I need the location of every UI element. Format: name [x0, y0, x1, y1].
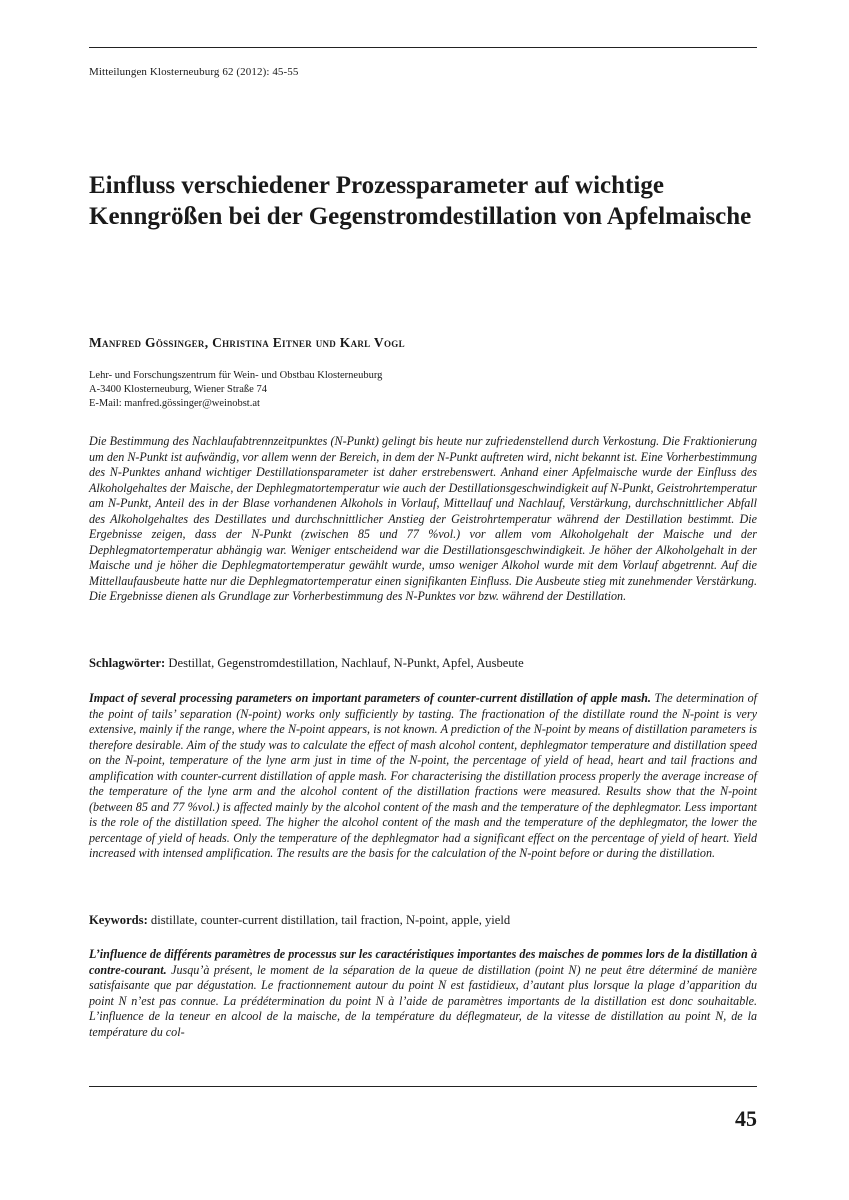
- footer-rule: [89, 1086, 757, 1087]
- abstract-german: [89, 434, 757, 605]
- article-title: Einfluss verschiedener Prozessparameter auf wichtige Kenngrößen bei der Gegenstromdestillation von Apfelmaische: [89, 172, 752, 230]
- abstract-german-text: Die Bestimmung des Nachlaufabtrennzeitpunktes (N-Punkt) gelingt bis heute nur zufriedenstellend durch Verkostung. Die Fraktionierung um den N-Punkt ist aufwändig, vor allem wenn der Bereich, in dem der N-Punkt auftreten wird, nicht bekannt ist. Eine Vorherbestimmung des N-Punktes anhand wichtiger Destillationsparameter ist daher erstrebenswert. Anhand einer Apfelmaische wurde der Einfluss des Alkoholgehaltes der Maische, der Dephlegmatortemperatur wie auch der Destillationsgeschwindigkeit auf N-Punkt, Geistrohrtemperatur am N-Punkt, Anteil des in der Blase vorhandenen Alkohols in Vorlauf, Mittellauf und Nachlauf, Verstärkung, durchschnittlicher Abfall des Alkoholgehaltes des Destillates und durchschnittlicher Anstieg der Geistrohrtemperatur während der Destillation bestimmt. Die Ergebnisse zeigen, dass der N-Punkt (zwischen 85 und 77 %vol.) vor allem vom Alkoholgehalt der Maische und der Dephlegmatortemperatur abhängig war. Weniger entscheidend war die Destillationsgeschwindigkeit. Je höher der Alkoholgehalt in der Maische und je höher die Dephlegmatortemperatur gewählt wurde, umso weniger Alkohol wurde mit dem Vorlauf abgetrennt. Auf die Mittellaufausbeute hatte nur die Dephlegmatortemperatur einen signifikanten Einfluss. Die Ausbeute stieg mit zunehmender Verstärkung. Die Ergebnisse dienen als Grundlage zur Vorherbestimmung des N-Punktes vor bzw. während der Destillation.: [89, 434, 757, 603]
- abstract-english-title: Impact of several processing parameters on important parameters of counter-current distillation of apple mash.: [89, 691, 651, 705]
- header-rule: [89, 47, 757, 48]
- keywords-english-list: distillate, counter-current distillation, tail fraction, N-point, apple, yield: [150, 913, 511, 927]
- abstract-english-text: The determination of the point of tails’ separation (N-point) works only sufficiently by tasting. The fractionation of the distillate round the N-point is very extensive, mainly if the range, where the N-point appears, is not known. A prediction of the N-point by means of distillation parameters is therefore desirable. Aim of the study was to calculate the effect of mash alcohol content, dephlegmator temperature and distillation speed on the N-point, temperature of the lyne arm just in time of the N-point, the percentage of yield of head, heart and tail fractions and amplification with counter-current distillation of apple mash. For characterising the distillation process properly the average increase of the temperature of the lyne arm and the alcohol content of the distillation fractions were measured. Results show that the N-point (between 85 and 77 %vol.) is affected mainly by the alcohol content of the mash and the temperature of the dephlegmator. Less important is the role of the distillation speed. The higher the alcohol content of the mash and the temperature of the dephlegmator, the lower the percentage of yield of heads. Only the temperature of the dephlegmator had a significant effect on the percentage of yield of heart. Yield increased with intensed amplification. The results are the basis for the calculation of the N-point before or during the distillation.: [89, 691, 757, 860]
- affiliation-block: [89, 369, 382, 411]
- journal-citation: Mitteilungen Klosterneuburg 62 (2012): 45-55: [89, 66, 299, 78]
- keywords-german-list: Destillat, Gegenstromdestillation, Nachlauf, N-Punkt, Apfel, Ausbeute: [168, 656, 524, 670]
- affiliation-email[interactable]: E-Mail: manfred.gössinger@weinobst.at: [89, 398, 260, 409]
- keywords-english: [89, 913, 757, 929]
- keywords-german-label: Schlagwörter:: [89, 656, 166, 670]
- author-list: Manfred Gössinger, Christina Eitner und Karl Vogl: [89, 335, 405, 350]
- abstract-french-title: L’influence de différents paramètres de processus sur les caractéristiques importantes des maisches de pommes lors de la distillation à contre-courant.: [89, 947, 757, 977]
- affiliation-institute: Lehr- und Forschungszentrum für Wein- und Obstbau Klosterneuburg: [89, 370, 383, 381]
- abstract-english: [89, 691, 757, 862]
- page-number: 45: [735, 1106, 757, 1131]
- keywords-english-label: Keywords:: [89, 913, 148, 927]
- keywords-german: [89, 656, 757, 672]
- affiliation-address: A-3400 Klosterneuburg, Wiener Straße 74: [89, 384, 267, 395]
- abstract-french-text: Jusqu’à présent, le moment de la séparation de la queue de distillation (point N) ne peut être déterminé de manière satisfaisante que par dégustation. Le fractionnement autour du point N est fastidieux, d’autant plus lorsque la plage d’apparition du point N n’est pas connue. La prédétermination du point N à l’aide de paramètres importants de la distillation est donc souhaitable. L’influence de la teneur en alcool de la maische, de la température du déflegmateur, de la vitesse de distillation au point N, de la température du col-: [89, 962, 757, 1039]
- abstract-french: [89, 947, 757, 1040]
